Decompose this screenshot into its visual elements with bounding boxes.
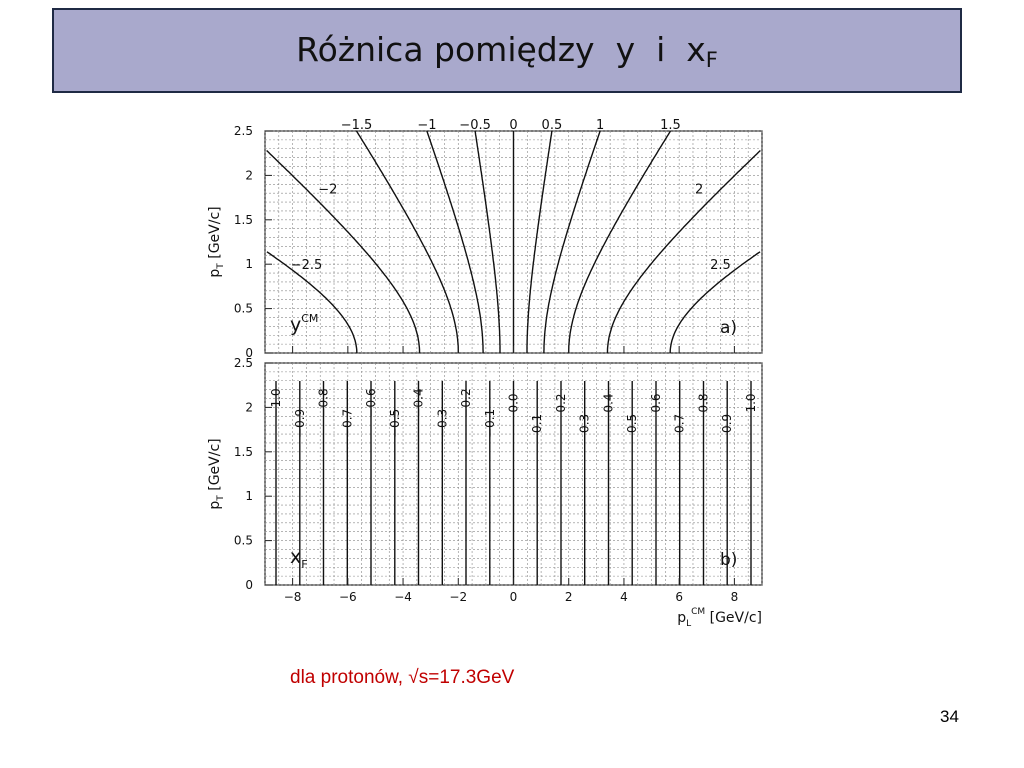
rapidity-curve-label: 2.5 — [710, 258, 731, 274]
y-axis-label-subscript: T — [216, 495, 226, 501]
rapidity-xf-figure — [190, 108, 780, 638]
x-axis-label-subscript: L — [686, 619, 692, 629]
xf-line-label: −0.7 — [340, 408, 355, 438]
y-axis-label-unit: [GeV/c] — [207, 206, 223, 264]
xf-line-label: 0.5 — [625, 413, 640, 433]
y-tick-label: 2.5 — [233, 356, 253, 370]
xf-line-label: −0.5 — [387, 408, 402, 438]
x-tick-label: −2 — [449, 590, 468, 604]
title-banner — [52, 8, 962, 93]
x-tick-label: −4 — [394, 590, 412, 604]
rapidity-curve-label: 0.5 — [541, 118, 563, 133]
rapidity-curve-label: −1 — [417, 118, 437, 133]
y-axis-label-main: p — [207, 268, 223, 278]
xf-line-label: 0.9 — [720, 413, 735, 433]
y-axis-label — [207, 438, 226, 509]
variable-label-main: x — [290, 546, 302, 568]
xf-line-label: 0.2 — [554, 393, 568, 413]
rapidity-curve-label: 0 — [509, 118, 518, 133]
slide-title — [296, 30, 718, 72]
x-tick-label: −8 — [283, 590, 302, 604]
y-tick-label: 2.5 — [233, 124, 253, 138]
rapidity-curve-label: 1.5 — [660, 118, 681, 133]
xf-line-label: 0.7 — [672, 413, 687, 433]
xf-line-label: 0.8 — [696, 393, 711, 413]
y-axis-label — [207, 206, 226, 277]
y-axis-label-unit: [GeV/c] — [207, 438, 223, 496]
variable-label-main: y — [290, 314, 302, 336]
panel-label: b) — [720, 550, 738, 570]
rapidity-curve — [527, 131, 552, 353]
rapidity-curve-label: −2 — [318, 182, 338, 198]
y-axis-label-subscript: T — [216, 263, 226, 269]
xf-line-label: −0.1 — [482, 408, 497, 438]
x-tick-label: 4 — [620, 590, 628, 604]
y-tick-label: 2 — [245, 400, 253, 415]
variable-label — [290, 546, 308, 571]
y-tick-label: 1.5 — [233, 212, 253, 227]
variable-label — [290, 312, 318, 336]
xf-line-label: −0.8 — [316, 388, 331, 418]
xf-line-label: 0.0 — [506, 393, 521, 413]
y-axis-label-main: p — [207, 500, 223, 510]
xf-line-label: 0.1 — [530, 413, 545, 433]
variable-label-superscript: CM — [301, 312, 319, 325]
rapidity-curve-label: −0.5 — [459, 118, 491, 133]
xf-line-label: −1.0 — [269, 388, 283, 418]
y-tick-label: 1 — [245, 257, 253, 272]
rapidity-curve-label: −2.5 — [290, 258, 323, 274]
xf-line-label: −0.4 — [411, 388, 426, 418]
variable-label-subscript: F — [301, 558, 308, 571]
x-tick-label: 2 — [564, 590, 573, 604]
panel-label: a) — [720, 318, 738, 338]
x-tick-label: 0 — [509, 590, 518, 604]
caption: dla protonów, √s=17.3GeV — [290, 667, 515, 688]
rapidity-curve — [427, 131, 483, 353]
x-tick-label: −6 — [338, 590, 357, 604]
page-number: 34 — [940, 707, 959, 726]
y-tick-label: 0.5 — [233, 533, 253, 548]
xf-line-label: 0.3 — [577, 413, 592, 433]
x-axis-label-main: p — [677, 610, 687, 626]
xf-line-label: −0.2 — [459, 388, 473, 418]
rapidity-curve — [544, 131, 600, 353]
panel-b — [207, 356, 762, 592]
y-tick-label: 0 — [245, 346, 253, 360]
rapidity-curves — [267, 131, 761, 353]
x-axis-label-superscript: CM — [691, 607, 706, 617]
xf-line-label: −0.3 — [435, 408, 450, 438]
rapidity-curve — [475, 131, 500, 353]
rapidity-curve — [357, 131, 459, 353]
rapidity-curve — [569, 131, 671, 353]
xf-line-label: −0.9 — [292, 408, 307, 438]
y-tick-label: 0 — [245, 578, 253, 592]
xf-line-label: 0.4 — [601, 393, 616, 413]
y-tick-label: 1 — [245, 489, 253, 504]
xf-line-label: 0.6 — [649, 393, 663, 413]
x-axis-label-unit: [GeV/c] — [705, 610, 762, 626]
slide-title-text: Różnica pomiędzy y i x — [296, 29, 706, 69]
x-tick-label: 6 — [675, 590, 683, 604]
rapidity-curve-label: −1.5 — [340, 118, 373, 133]
x-axis-label — [677, 607, 762, 629]
xf-line-label: −0.6 — [364, 388, 378, 418]
rapidity-curve-label: 2 — [695, 182, 704, 198]
y-tick-label: 1.5 — [233, 444, 253, 459]
xf-line-label: 1.0 — [744, 393, 758, 413]
slide-title-subscript: F — [705, 47, 718, 72]
rapidity-curve-label: 1 — [595, 118, 605, 133]
x-tick-label: 8 — [730, 590, 739, 604]
y-tick-label: 2 — [245, 168, 253, 183]
y-tick-label: 0.5 — [233, 301, 253, 316]
rapidity-curve — [607, 151, 760, 354]
